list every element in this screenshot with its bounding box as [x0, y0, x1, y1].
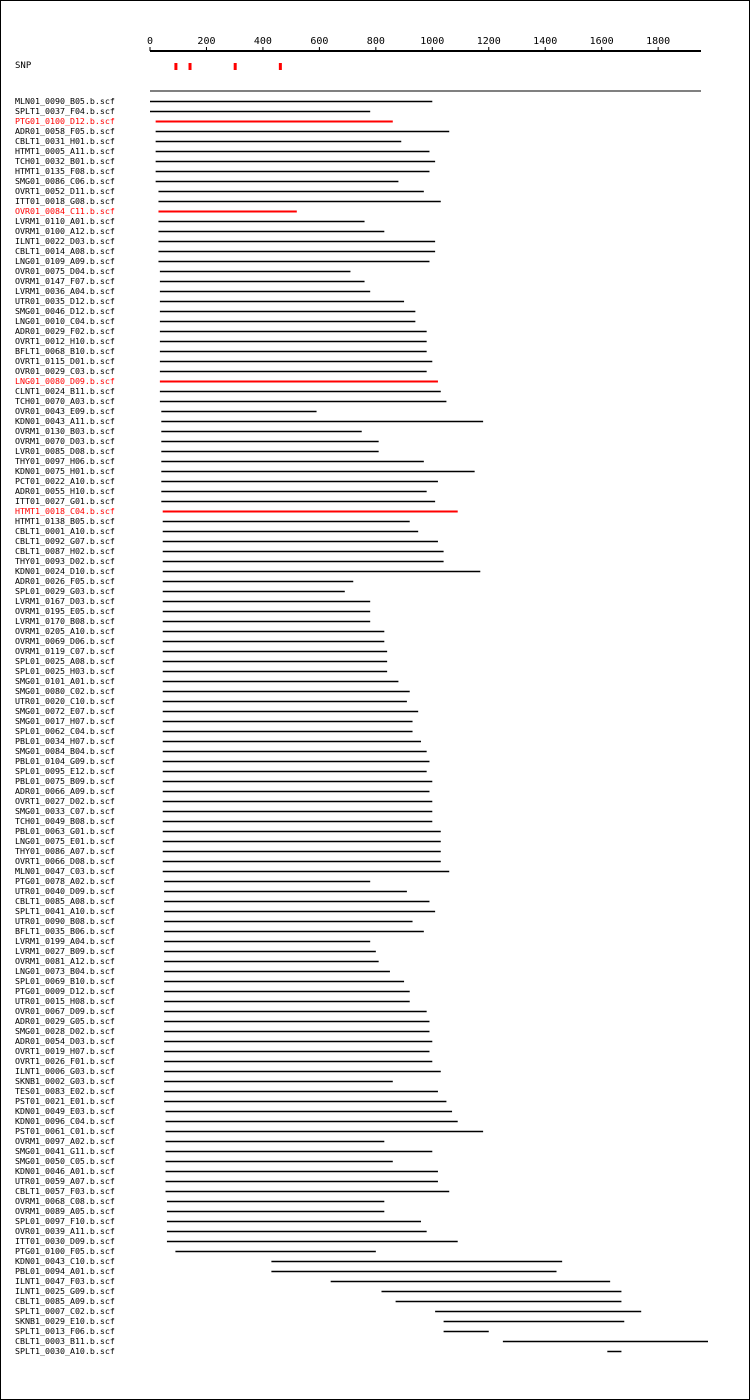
read-label[interactable]: ILNT1_0047_F03.b.scf	[15, 1276, 115, 1286]
read-label[interactable]: OVRT1_0027_D02.b.scf	[15, 796, 115, 806]
read-label[interactable]: SKNB1_0002_G03.b.scf	[15, 1076, 115, 1086]
read-label[interactable]: LNG01_0073_B04.b.scf	[15, 966, 115, 976]
read-label[interactable]: UTR01_0020_C10.b.scf	[15, 696, 115, 706]
read-label[interactable]: CBLT1_0085_A09.b.scf	[15, 1296, 115, 1306]
scale-tick-label-1600: 1600	[589, 36, 614, 47]
read-label[interactable]: ADR01_0066_A09.b.scf	[15, 786, 115, 796]
read-label[interactable]: PTG01_0100_D12.b.scf	[15, 116, 115, 126]
read-label[interactable]: MLN01_0090_B05.b.scf	[15, 96, 115, 106]
read-label[interactable]: OVRM1_0147_F07.b.scf	[15, 276, 115, 286]
snp-marker-2	[189, 63, 192, 70]
read-label[interactable]: OVR01_0067_D09.b.scf	[15, 1006, 115, 1016]
read-label[interactable]: LVRM1_0110_A01.b.scf	[15, 216, 115, 226]
read-label[interactable]: SPL01_0025_H03.b.scf	[15, 666, 115, 676]
scale-tick-label-800: 800	[366, 36, 385, 47]
read-label[interactable]: CBLT1_0092_G07.b.scf	[15, 536, 115, 546]
read-label[interactable]: SMG01_0080_C02.b.scf	[15, 686, 115, 696]
read-label[interactable]: ADR01_0055_H10.b.scf	[15, 486, 115, 496]
read-label[interactable]: OVRT1_0012_H10.b.scf	[15, 336, 115, 346]
read-label[interactable]: SPLT1_0030_A10.b.scf	[15, 1346, 115, 1356]
scale-tick-label-0: 0	[146, 36, 154, 47]
read-label[interactable]: CBLT1_0001_A10.b.scf	[15, 526, 115, 536]
read-label[interactable]: SPLT1_0041_A10.b.scf	[15, 906, 115, 916]
read-label[interactable]: SPL01_0097_F10.b.scf	[15, 1216, 115, 1226]
read-label[interactable]: KDN01_0043_C10.b.scf	[15, 1256, 115, 1266]
read-label[interactable]: SMG01_0086_C06.b.scf	[15, 176, 115, 186]
read-label[interactable]: LNG01_0109_A09.b.scf	[15, 256, 115, 266]
read-label[interactable]: OVRT1_0052_D11.b.scf	[15, 186, 115, 196]
read-label[interactable]: PBL01_0075_B09.b.scf	[15, 776, 115, 786]
read-label[interactable]: PST01_0021_E01.b.scf	[15, 1096, 115, 1106]
read-label[interactable]: SMG01_0046_D12.b.scf	[15, 306, 115, 316]
read-label[interactable]: KDN01_0024_D10.b.scf	[15, 566, 115, 576]
read-label[interactable]: SMG01_0041_G11.b.scf	[15, 1146, 115, 1156]
read-label[interactable]: OVRT1_0026_F01.b.scf	[15, 1056, 115, 1066]
read-label[interactable]: THY01_0097_H06.b.scf	[15, 456, 115, 466]
read-label[interactable]: ADR01_0029_G05.b.scf	[15, 1016, 115, 1026]
read-label[interactable]: ADR01_0058_F05.b.scf	[15, 126, 115, 136]
snp-label: SNP	[15, 61, 32, 71]
read-label[interactable]: LVR01_0085_D08.b.scf	[15, 446, 115, 456]
read-label[interactable]: LVRM1_0036_A04.b.scf	[15, 286, 115, 296]
read-label[interactable]: LNG01_0010_C04.b.scf	[15, 316, 115, 326]
read-label[interactable]: UTR01_0015_H08.b.scf	[15, 996, 115, 1006]
read-label[interactable]: UTR01_0035_D12.b.scf	[15, 296, 115, 306]
read-label[interactable]: ILNT1_0006_G03.b.scf	[15, 1066, 115, 1076]
read-label[interactable]: LNG01_0075_E01.b.scf	[15, 836, 115, 846]
read-label[interactable]: OVRM1_0119_C07.b.scf	[15, 646, 115, 656]
read-label[interactable]: THY01_0093_D02.b.scf	[15, 556, 115, 566]
read-label[interactable]: ILNT1_0025_G09.b.scf	[15, 1286, 115, 1296]
read-label[interactable]: PCT01_0022_A10.b.scf	[15, 476, 115, 486]
read-label[interactable]: SPLT1_0013_F06.b.scf	[15, 1326, 115, 1336]
read-label[interactable]: OVRT1_0066_D08.b.scf	[15, 856, 115, 866]
read-label[interactable]: OVRM1_0195_E05.b.scf	[15, 606, 115, 616]
read-label[interactable]: SMG01_0072_E07.b.scf	[15, 706, 115, 716]
read-label[interactable]: SPL01_0029_G03.b.scf	[15, 586, 115, 596]
read-label[interactable]: MLN01_0047_C03.b.scf	[15, 866, 115, 876]
read-label[interactable]: SPL01_0095_E12.b.scf	[15, 766, 115, 776]
read-label[interactable]: CBLT1_0031_H01.b.scf	[15, 136, 115, 146]
read-label[interactable]: TES01_0083_E02.b.scf	[15, 1086, 115, 1096]
snp-marker-1	[174, 63, 177, 70]
read-label[interactable]: SPL01_0062_C04.b.scf	[15, 726, 115, 736]
scale-tick-label-200: 200	[197, 36, 216, 47]
read-label[interactable]: TCH01_0070_A03.b.scf	[15, 396, 115, 406]
read-label[interactable]: BFLT1_0035_B06.b.scf	[15, 926, 115, 936]
read-label[interactable]: PBL01_0063_G01.b.scf	[15, 826, 115, 836]
read-label[interactable]: KDN01_0075_H01.b.scf	[15, 466, 115, 476]
read-label[interactable]: HTMT1_0018_C04.b.scf	[15, 506, 115, 516]
read-label[interactable]: OVR01_0039_A11.b.scf	[15, 1226, 115, 1236]
read-label[interactable]: SMG01_0028_D02.b.scf	[15, 1026, 115, 1036]
read-label[interactable]: UTR01_0090_B08.b.scf	[15, 916, 115, 926]
read-label[interactable]: CBLT1_0003_B11.b.scf	[15, 1336, 115, 1346]
scale-tick-label-1000: 1000	[420, 36, 445, 47]
scale-tick-label-1400: 1400	[533, 36, 558, 47]
read-label[interactable]: KDN01_0049_E03.b.scf	[15, 1106, 115, 1116]
read-label[interactable]: OVRM1_0068_C08.b.scf	[15, 1196, 115, 1206]
read-label[interactable]: OVRM1_0081_A12.b.scf	[15, 956, 115, 966]
read-label[interactable]: OVRM1_0130_B03.b.scf	[15, 426, 115, 436]
read-label[interactable]: TCH01_0049_B08.b.scf	[15, 816, 115, 826]
read-label[interactable]: CBLT1_0087_H02.b.scf	[15, 546, 115, 556]
read-label[interactable]: SMG01_0017_H07.b.scf	[15, 716, 115, 726]
read-label[interactable]: KDN01_0043_A11.b.scf	[15, 416, 115, 426]
read-label[interactable]: OVRT1_0019_H07.b.scf	[15, 1046, 115, 1056]
read-label[interactable]: LVRM1_0027_B09.b.scf	[15, 946, 115, 956]
read-label[interactable]: PST01_0061_C01.b.scf	[15, 1126, 115, 1136]
read-label[interactable]: PTG01_0100_F05.b.scf	[15, 1246, 115, 1256]
read-label[interactable]: OVRM1_0089_A05.b.scf	[15, 1206, 115, 1216]
read-label[interactable]: SMG01_0084_B04.b.scf	[15, 746, 115, 756]
read-label[interactable]: OVR01_0084_C11.b.scf	[15, 206, 115, 216]
read-label[interactable]: SPLT1_0037_F04.b.scf	[15, 106, 115, 116]
read-label[interactable]: OVRM1_0097_A02.b.scf	[15, 1136, 115, 1146]
read-label[interactable]: SPLT1_0007_C02.b.scf	[15, 1306, 115, 1316]
read-label[interactable]: ILNT1_0022_D03.b.scf	[15, 236, 115, 246]
read-label[interactable]: LNG01_0080_D09.b.scf	[15, 376, 115, 386]
read-label[interactable]: OVRM1_0205_A10.b.scf	[15, 626, 115, 636]
read-label[interactable]: UTR01_0059_A07.b.scf	[15, 1176, 115, 1186]
read-label[interactable]: OVR01_0043_E09.b.scf	[15, 406, 115, 416]
read-label[interactable]: ADR01_0026_F05.b.scf	[15, 576, 115, 586]
read-label[interactable]: OVR01_0075_D04.b.scf	[15, 266, 115, 276]
read-label[interactable]: OVRM1_0069_D06.b.scf	[15, 636, 115, 646]
read-label[interactable]: SKNB1_0029_E10.b.scf	[15, 1316, 115, 1326]
read-label[interactable]: THY01_0086_A07.b.scf	[15, 846, 115, 856]
snp-marker-3	[234, 63, 237, 70]
read-label[interactable]: LVRM1_0167_D03.b.scf	[15, 596, 115, 606]
read-label[interactable]: ITT01_0018_G08.b.scf	[15, 196, 115, 206]
scale-tick-label-1800: 1800	[646, 36, 671, 47]
read-label[interactable]: PBL01_0104_G09.b.scf	[15, 756, 115, 766]
read-label[interactable]: ITT01_0027_G01.b.scf	[15, 496, 115, 506]
read-label[interactable]: OVR01_0029_C03.b.scf	[15, 366, 115, 376]
read-label[interactable]: BFLT1_0068_B10.b.scf	[15, 346, 115, 356]
read-label[interactable]: ADR01_0054_D03.b.scf	[15, 1036, 115, 1046]
read-label[interactable]: SMG01_0050_C05.b.scf	[15, 1156, 115, 1166]
read-label[interactable]: LVRM1_0199_A04.b.scf	[15, 936, 115, 946]
read-label[interactable]: HTMT1_0138_B05.b.scf	[15, 516, 115, 526]
scale-tick-label-1200: 1200	[476, 36, 501, 47]
read-label[interactable]: KDN01_0096_C04.b.scf	[15, 1116, 115, 1126]
read-label[interactable]: PTG01_0078_A02.b.scf	[15, 876, 115, 886]
read-label[interactable]: SPL01_0069_B10.b.scf	[15, 976, 115, 986]
read-label[interactable]: SPL01_0025_A08.b.scf	[15, 656, 115, 666]
read-label[interactable]: LVRM1_0170_B08.b.scf	[15, 616, 115, 626]
read-label[interactable]: CBLT1_0057_F03.b.scf	[15, 1186, 115, 1196]
read-label[interactable]: HTMT1_0135_F08.b.scf	[15, 166, 115, 176]
read-label[interactable]: PBL01_0034_H07.b.scf	[15, 736, 115, 746]
read-label[interactable]: SMG01_0033_C07.b.scf	[15, 806, 115, 816]
read-label[interactable]: HTMT1_0005_A11.b.scf	[15, 146, 115, 156]
read-label[interactable]: PTG01_0009_D12.b.scf	[15, 986, 115, 996]
read-label[interactable]: CLNT1_0024_B11.b.scf	[15, 386, 115, 396]
read-label[interactable]: CBLT1_0085_A08.b.scf	[15, 896, 115, 906]
read-label[interactable]: OVRM1_0070_D03.b.scf	[15, 436, 115, 446]
snp-marker-4	[279, 63, 282, 70]
read-label[interactable]: OVRM1_0100_A12.b.scf	[15, 226, 115, 236]
read-label[interactable]: UTR01_0040_D09.b.scf	[15, 886, 115, 896]
scale-tick-label-600: 600	[310, 36, 329, 47]
scale-tick-label-400: 400	[253, 36, 272, 47]
read-label[interactable]: KDN01_0046_A01.b.scf	[15, 1166, 115, 1176]
read-label[interactable]: ADR01_0029_F02.b.scf	[15, 326, 115, 336]
read-label[interactable]: CBLT1_0014_A08.b.scf	[15, 246, 115, 256]
read-label[interactable]: ITT01_0030_D09.b.scf	[15, 1236, 115, 1246]
read-label[interactable]: TCH01_0032_B01.b.scf	[15, 156, 115, 166]
read-label[interactable]: PBL01_0094_A01.b.scf	[15, 1266, 115, 1276]
read-label[interactable]: OVRT1_0115_D01.b.scf	[15, 356, 115, 366]
read-label[interactable]: SMG01_0101_A01.b.scf	[15, 676, 115, 686]
